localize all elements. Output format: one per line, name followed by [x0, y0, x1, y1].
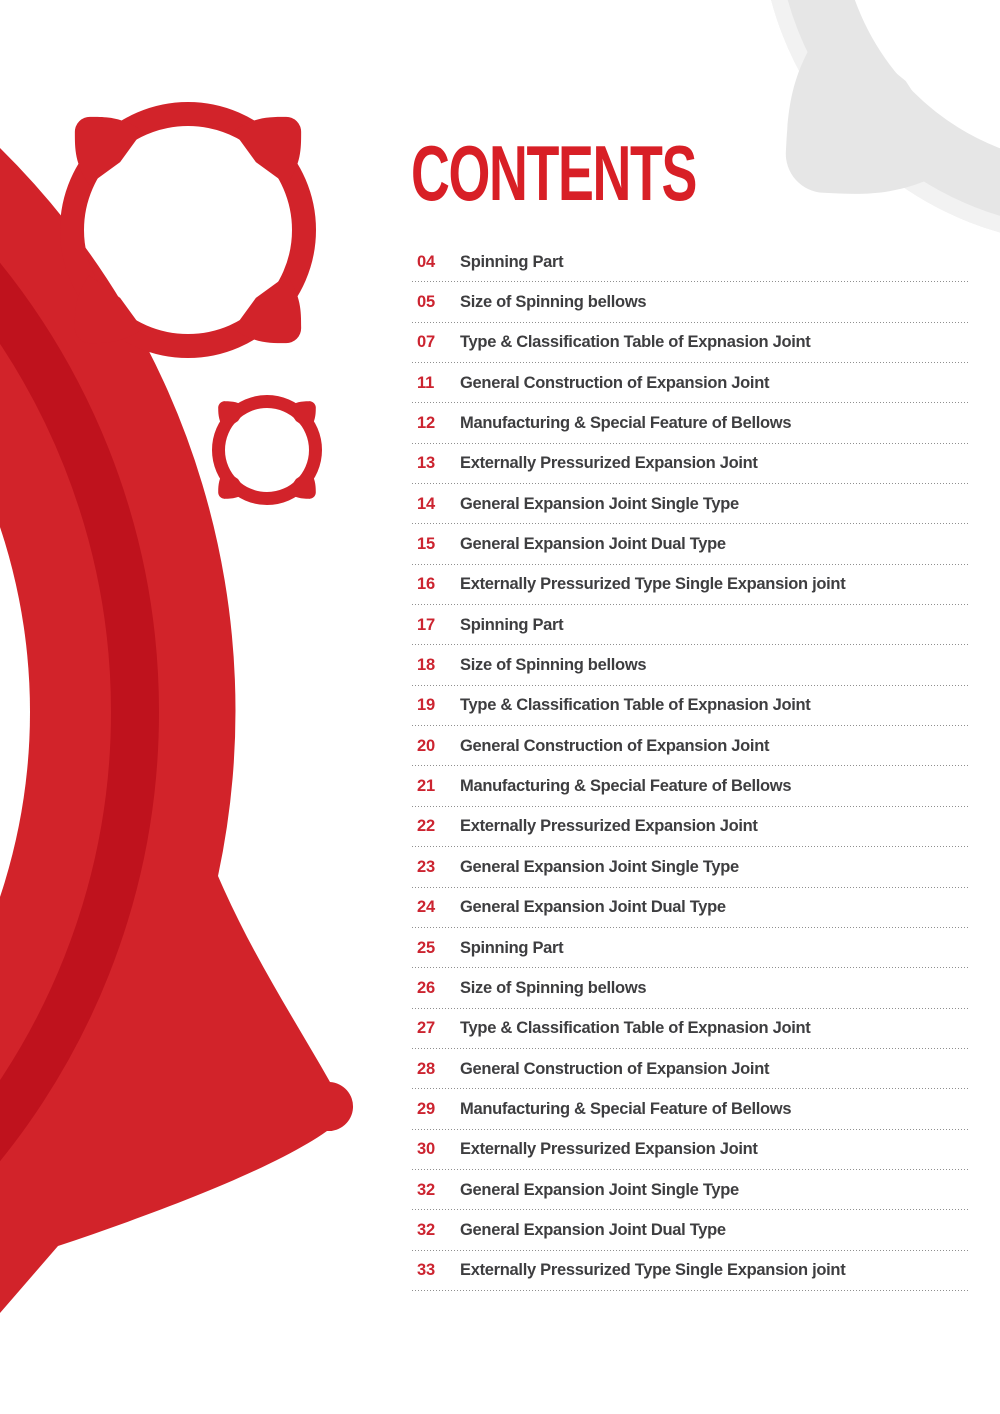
toc-entry-title: Spinning Part — [460, 252, 564, 271]
toc-list — [412, 242, 968, 1291]
toc-entry — [412, 323, 968, 363]
toc-entry — [412, 726, 968, 766]
toc-entry-title: Type & Classification Table of Expnasion Joint — [460, 1019, 811, 1038]
toc-entry — [412, 1130, 968, 1170]
toc-entry-title: Spinning Part — [460, 938, 564, 957]
toc-entry-page-number: 16 — [417, 575, 435, 594]
toc-entry-page-number: 21 — [417, 777, 435, 796]
toc-entry-title: General Expansion Joint Dual Type — [460, 898, 726, 917]
toc-entry-title: Externally Pressurized Expansion Joint — [460, 454, 758, 473]
toc-entry-title: General Construction of Expansion Joint — [460, 1059, 770, 1078]
toc-entry — [412, 807, 968, 847]
toc-entry — [412, 444, 968, 484]
toc-entry — [412, 1089, 968, 1129]
toc-entry — [412, 403, 968, 443]
toc-entry — [412, 1009, 968, 1049]
toc-entry-page-number: 26 — [417, 978, 435, 997]
toc-entry-title: General Expansion Joint Dual Type — [460, 535, 726, 554]
toc-entry-page-number: 18 — [417, 656, 435, 675]
toc-entry — [412, 686, 968, 726]
toc-entry — [412, 605, 968, 645]
toc-entry — [412, 282, 968, 322]
toc-entry-page-number: 12 — [417, 414, 435, 433]
toc-entry-page-number: 05 — [417, 293, 435, 312]
toc-entry-page-number: 28 — [417, 1059, 435, 1078]
toc-entry-title: General Expansion Joint Single Type — [460, 1180, 739, 1199]
toc-entry — [412, 1049, 968, 1089]
toc-entry-page-number: 19 — [417, 696, 435, 715]
toc-entry-title: Manufacturing & Special Feature of Bellows — [460, 1099, 792, 1118]
toc-entry-page-number: 25 — [417, 938, 435, 957]
toc-entry-page-number: 24 — [417, 898, 435, 917]
toc-entry-title: Externally Pressurized Expansion Joint — [460, 1140, 758, 1159]
toc-entry-page-number: 22 — [417, 817, 435, 836]
toc-entry — [412, 645, 968, 685]
toc-entry-title: Externally Pressurized Type Single Expansion joint — [460, 1261, 846, 1280]
toc-entry — [412, 565, 968, 605]
toc-entry — [412, 242, 968, 282]
toc-entry-page-number: 30 — [417, 1140, 435, 1159]
toc-entry — [412, 484, 968, 524]
toc-entry-page-number: 13 — [417, 454, 435, 473]
toc-entry-page-number: 15 — [417, 535, 435, 554]
toc-entry-title: Manufacturing & Special Feature of Bellows — [460, 777, 792, 796]
toc-entry — [412, 766, 968, 806]
toc-entry — [412, 1251, 968, 1291]
toc-entry-page-number: 14 — [417, 494, 435, 513]
toc-entry-page-number: 23 — [417, 857, 435, 876]
toc-entry-title: Type & Classification Table of Expnasion Joint — [460, 696, 811, 715]
toc-entry — [412, 928, 968, 968]
toc-entry-page-number: 04 — [417, 252, 435, 271]
toc-entry-page-number: 32 — [417, 1220, 435, 1239]
toc-entry — [412, 1210, 968, 1250]
page-title: CONTENTS — [411, 129, 696, 217]
gray-bellows-ring-icon — [730, 0, 1000, 253]
toc-entry — [412, 363, 968, 403]
toc-entry-page-number: 20 — [417, 736, 435, 755]
toc-entry — [412, 524, 968, 564]
toc-entry-page-number: 32 — [417, 1180, 435, 1199]
toc-entry-title: Externally Pressurized Type Single Expansion joint — [460, 575, 846, 594]
toc-entry-page-number: 17 — [417, 615, 435, 634]
toc-entry-title: Spinning Part — [460, 615, 564, 634]
toc-entry-title: General Expansion Joint Dual Type — [460, 1220, 726, 1239]
toc-entry-title: Size of Spinning bellows — [460, 293, 647, 312]
toc-entry-title: Size of Spinning bellows — [460, 656, 647, 675]
toc-entry-title: General Construction of Expansion Joint — [460, 736, 770, 755]
toc-entry-title: General Expansion Joint Single Type — [460, 857, 739, 876]
toc-entry-title: Externally Pressurized Expansion Joint — [460, 817, 758, 836]
toc-entry-title: Manufacturing & Special Feature of Bellows — [460, 414, 792, 433]
toc-entry-title: General Construction of Expansion Joint — [460, 373, 770, 392]
toc-entry-page-number: 29 — [417, 1099, 435, 1118]
toc-entry — [412, 968, 968, 1008]
toc-entry — [412, 847, 968, 887]
toc-entry-page-number: 27 — [417, 1019, 435, 1038]
toc-entry-page-number: 11 — [417, 373, 435, 392]
toc-entry-page-number: 07 — [417, 333, 435, 352]
toc-entry-title: General Expansion Joint Single Type — [460, 494, 739, 513]
toc-entry — [412, 1170, 968, 1210]
toc-entry-title: Size of Spinning bellows — [460, 978, 647, 997]
toc-entry-page-number: 33 — [417, 1261, 435, 1280]
toc-entry — [412, 888, 968, 928]
toc-entry-title: Type & Classification Table of Expnasion Joint — [460, 333, 811, 352]
